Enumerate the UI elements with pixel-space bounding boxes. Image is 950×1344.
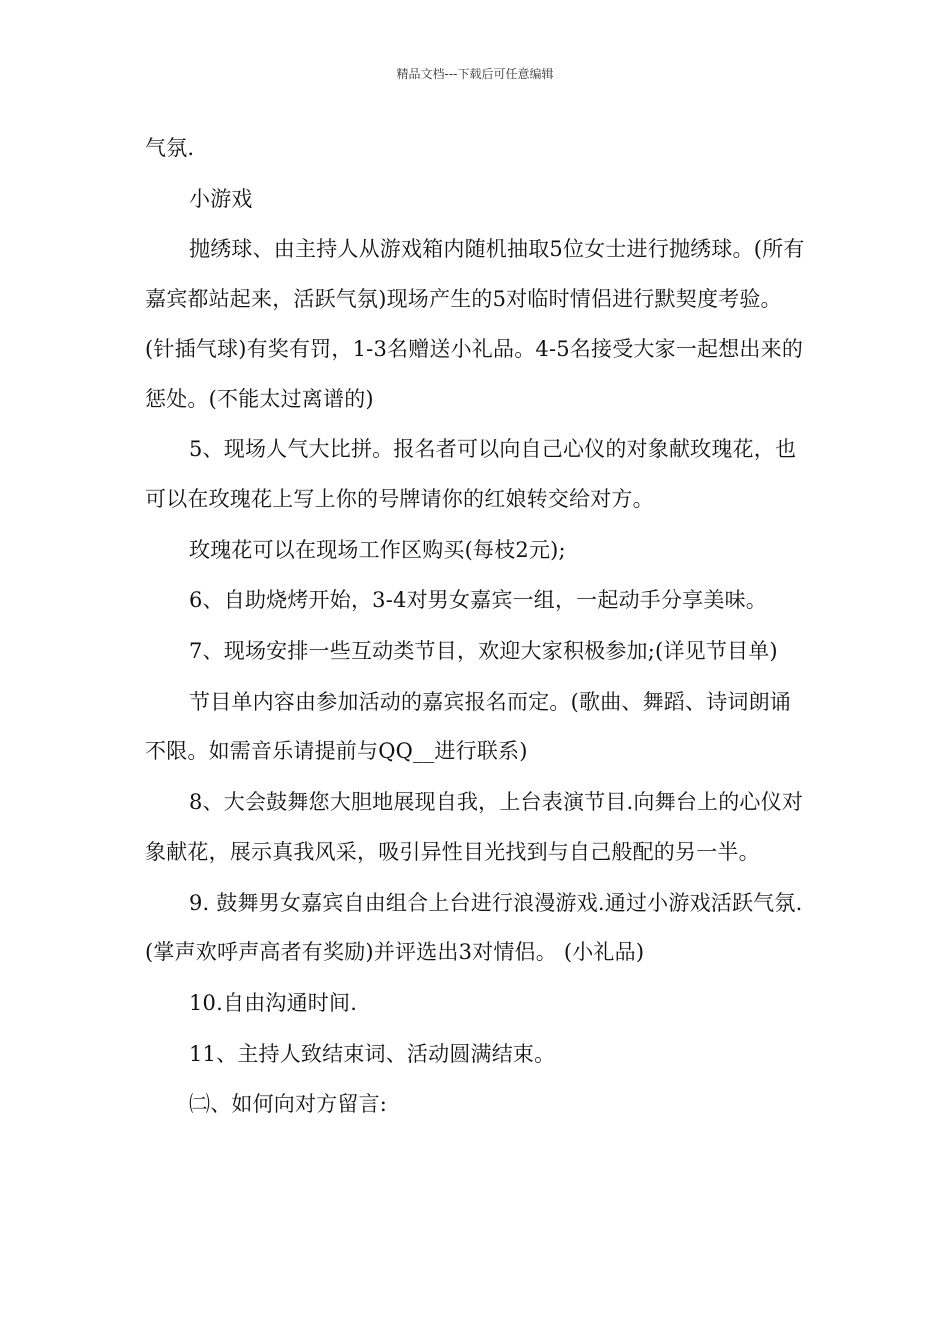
paragraph-continuation: 气氛. (145, 136, 195, 160)
paragraph-closing: 11、主持人致结束词、活动圆满结束。 (189, 1041, 556, 1066)
paragraph-popularity-contest: 5、现场人气大比拼。报名者可以向自己心仪的对象献玫瑰花，也可以在玫瑰花上写上你的号牌请你的红娘转交给对方。 (145, 437, 797, 511)
page-header: 精品文档---下载后可任意编辑 (396, 67, 554, 81)
paragraph-romantic-games: 9. 鼓舞男女嘉宾自由组合上台进行浪漫游戏.通过小游戏活跃气氛.(掌声欢呼声高者有奖励)并评选出3对情侣。 (小礼品) (145, 890, 803, 965)
paragraph-interactive-programs: 7、现场安排一些互动类节目，欢迎大家积极参加;(详见节目单) (189, 639, 778, 664)
paragraph-section-title: 小游戏 (189, 186, 253, 211)
paragraph-bbq: 6、自助烧烤开始，3-4对男女嘉宾一组，一起动手分享美味。 (189, 588, 767, 613)
paragraph-free-time: 10.自由沟通时间. (189, 990, 358, 1015)
paragraph-rose-purchase: 玫瑰花可以在现场工作区购买(每枝2元); (189, 537, 566, 562)
paragraph-throw-ball-game: 抛绣球、由主持人从游戏箱内随机抽取5位女士进行抛绣球。(所有嘉宾都站起来，活跃气氛)现场产生的5对临时情侣进行默契度考验。(针插气球)有奖有罚，1-3名赠送小礼品。4-5名接受大家一起想出来的惩处。(不能太过离谱的) (145, 237, 805, 411)
document-body (145, 124, 810, 1131)
paragraph-stage-performance: 8、大会鼓舞您大胆地展现自我，上台表演节目.向舞台上的心仪对象献花，展示真我风采，吸引异性目光找到与自己般配的另一半。 (145, 790, 804, 864)
paragraph-leave-message-heading: ㈡、如何向对方留言: (189, 1092, 388, 1117)
paragraph-program-list: 节目单内容由参加活动的嘉宾报名而定。(歌曲、舞蹈、诗词朗诵不限。如需音乐请提前与QQ__进行联系) (145, 689, 791, 764)
